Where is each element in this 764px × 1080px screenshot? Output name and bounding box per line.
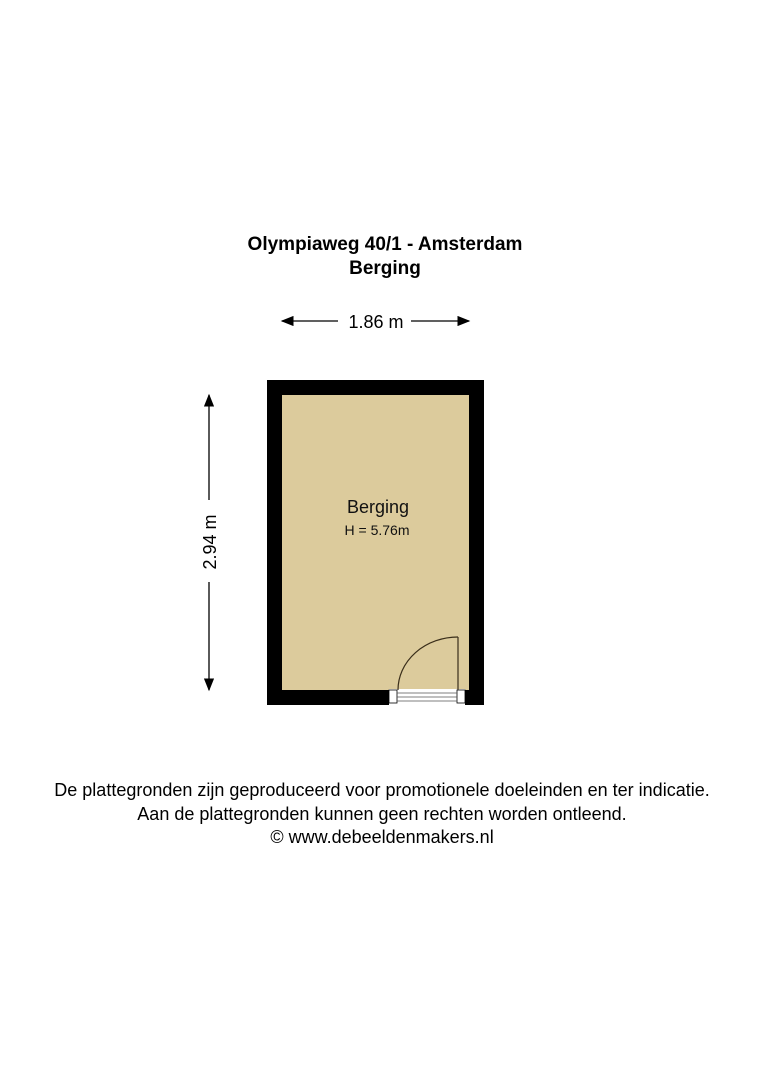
width-dimension-label: 1.86 m bbox=[348, 312, 404, 332]
address-title: Olympiaweg 40/1 - Amsterdam bbox=[247, 234, 523, 255]
disclaimer-line-2: Aan de plattegronden kunnen geen rechten worden ontleend. bbox=[137, 804, 627, 824]
height-dimension-label: 2.94 m bbox=[200, 514, 220, 570]
disclaimer-line-1: De plattegronden zijn geproduceerd voor promotionele doeleinden en ter indicatie. bbox=[54, 780, 710, 800]
copyright-link[interactable]: © www.debeeldenmakers.nl bbox=[270, 827, 494, 847]
room-ceiling-height: H = 5.76m bbox=[344, 522, 410, 538]
floor-title: Berging bbox=[349, 258, 421, 279]
room-floor bbox=[282, 395, 469, 690]
room-name: Berging bbox=[346, 497, 410, 517]
